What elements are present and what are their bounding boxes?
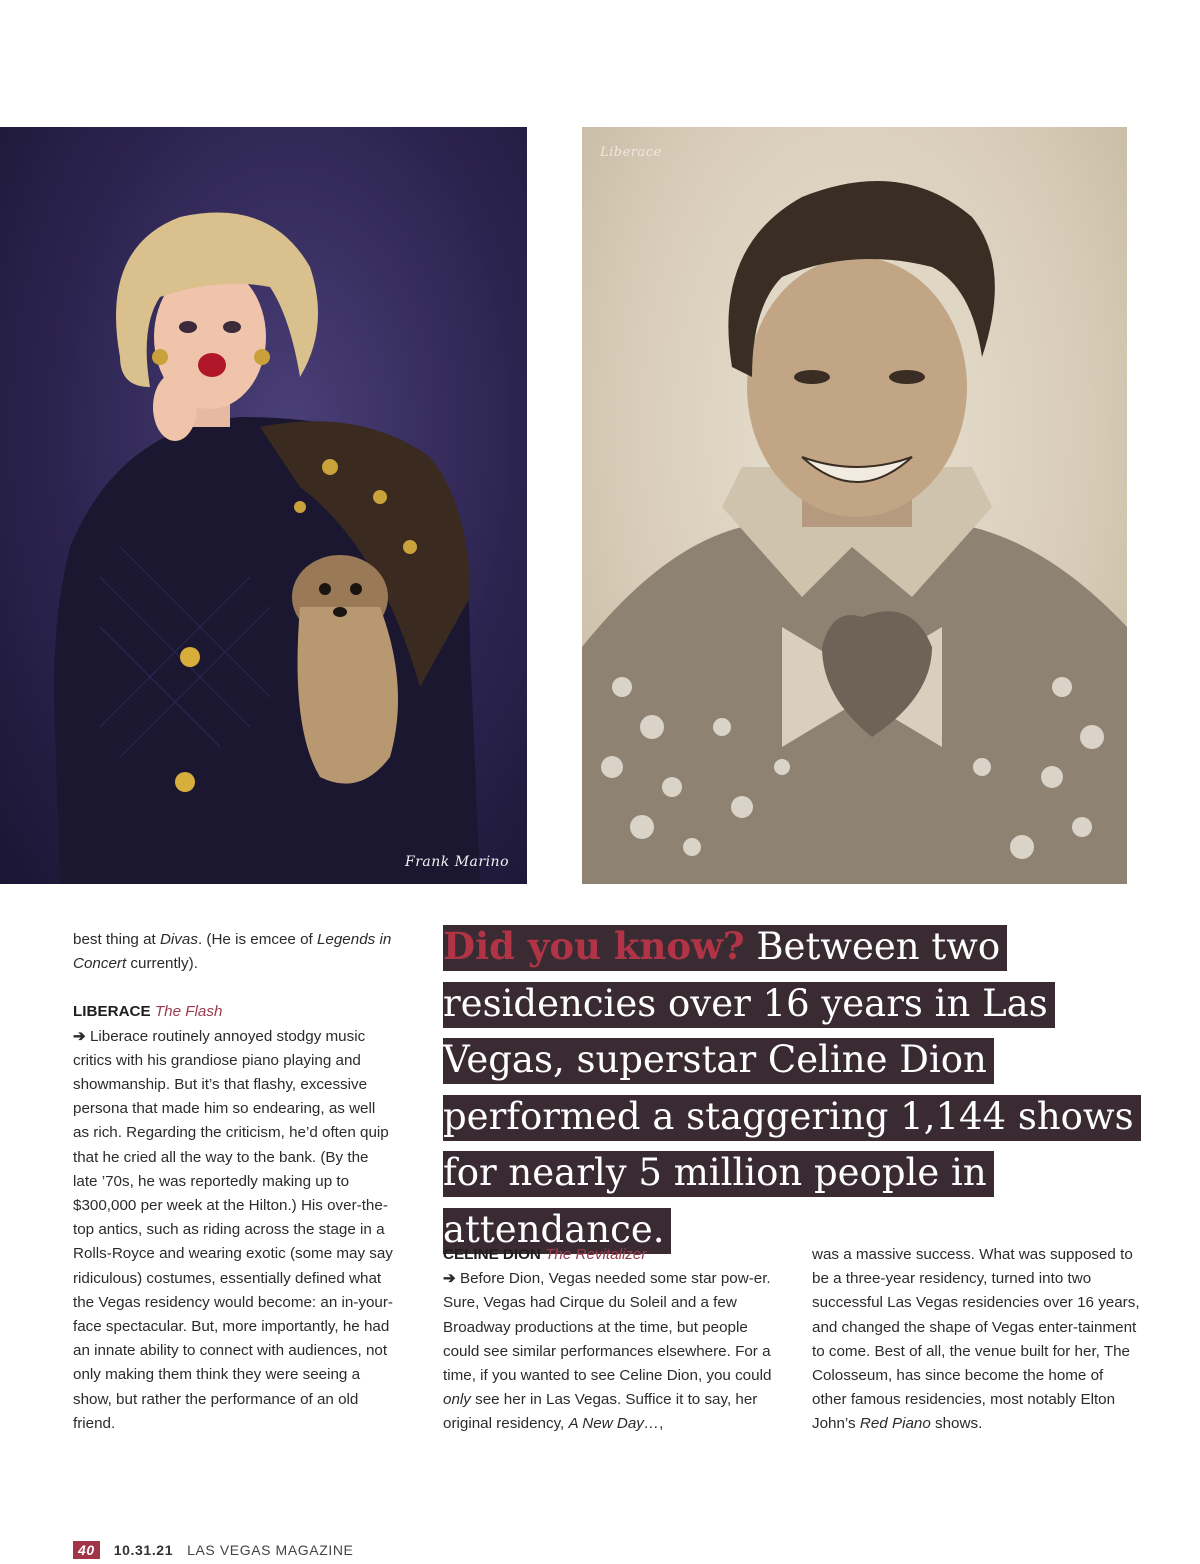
intro-paragraph — [73, 928, 393, 976]
pull-quote-lead: Did you know? — [443, 924, 745, 968]
pull-quote-text: Between two residencies over 16 years in Las Vegas, superstar Celine Dion performed a staggering 1,144 shows for nearly 5 million people in attendance. — [443, 925, 1134, 1251]
frank-marino-caption: Frank Marino — [405, 854, 509, 870]
liberace-caption: Liberace — [600, 145, 662, 160]
intro-text: currently). — [126, 955, 198, 973]
liberace-section-title — [73, 1000, 393, 1024]
right-column — [812, 1243, 1142, 1437]
celine-emphasis: only — [443, 1391, 471, 1409]
celine-heading: CELINE DION — [443, 1246, 541, 1263]
celine-continued-paragraph — [812, 1243, 1142, 1437]
celine-continued-body: was a massive success. What was supposed to be a three-year residency, turned into two successful Las Vegas residencies over 16 years, and changed the shape of Vegas enter-tainment to come. Best of all, the venue built for her, The Colosseum, has since become the home of other famous residencies, most notably Elton John’s — [812, 1246, 1140, 1433]
arrow-icon: ➔ — [443, 1270, 456, 1288]
liberace-heading: LIBERACE — [73, 1003, 151, 1021]
celine-section-title — [443, 1243, 773, 1267]
liberace-body: Liberace routinely annoyed stodgy music critics with his grandiose piano playing and showmanship. But it’s that flashy, excessive persona that made him so endearing, as well as rich. Regarding the criticism, he’d often quip that he cried all the way to the bank. (By the late ’70s, he was reportedly making up to $300,000 per week at the Hilton.) His over-the-top antics, such as riding across the stage in a Rolls-Royce and wearing exotic (some may say ridiculous) costumes, essentially defined what the Vegas residency would become: an in-your-face spectacular. But, more importantly, he had an innate ability to connect with audiences, not only making them think they were seeing a show, but rather the performance of an old friend. — [73, 1027, 393, 1432]
liberace-paragraph — [73, 1025, 393, 1436]
celine-subheading: The Revitalizer — [545, 1246, 647, 1263]
page-number: 40 — [73, 1541, 100, 1559]
celine-body: see her in Las Vegas. Suffice it to say, her original residency, — [443, 1391, 758, 1433]
celine-body: , — [659, 1415, 664, 1433]
frank-marino-photo — [0, 127, 527, 884]
intro-show-title: Legends in Concert — [73, 931, 392, 973]
left-column — [73, 928, 393, 1436]
pull-quote — [443, 918, 1143, 1258]
magazine-name: LAS VEGAS MAGAZINE — [187, 1542, 354, 1558]
page-footer — [73, 1541, 353, 1559]
middle-column — [443, 1243, 773, 1437]
intro-text: best thing at — [73, 931, 160, 948]
arrow-icon: ➔ — [73, 1027, 86, 1045]
celine-paragraph — [443, 1267, 773, 1436]
intro-text: . (He is emcee of — [197, 931, 317, 948]
celine-show-title: A New Day… — [568, 1415, 660, 1433]
celine-continued-body: shows. — [930, 1415, 983, 1433]
liberace-illustration — [582, 127, 1127, 884]
frank-marino-illustration — [0, 127, 527, 884]
red-piano-title: Red Piano — [859, 1415, 931, 1433]
liberace-photo — [582, 127, 1127, 884]
issue-date: 10.31.21 — [113, 1542, 174, 1558]
liberace-subheading: The Flash — [154, 1003, 223, 1021]
intro-show-title: Divas — [159, 931, 198, 948]
celine-body: Before Dion, Vegas needed some star pow-er. Sure, Vegas had Cirque du Soleil and a few Broadway productions at the time, but people could see similar performances elsewhere. For a time, if you wanted to see Celine Dion, you could — [443, 1270, 772, 1385]
